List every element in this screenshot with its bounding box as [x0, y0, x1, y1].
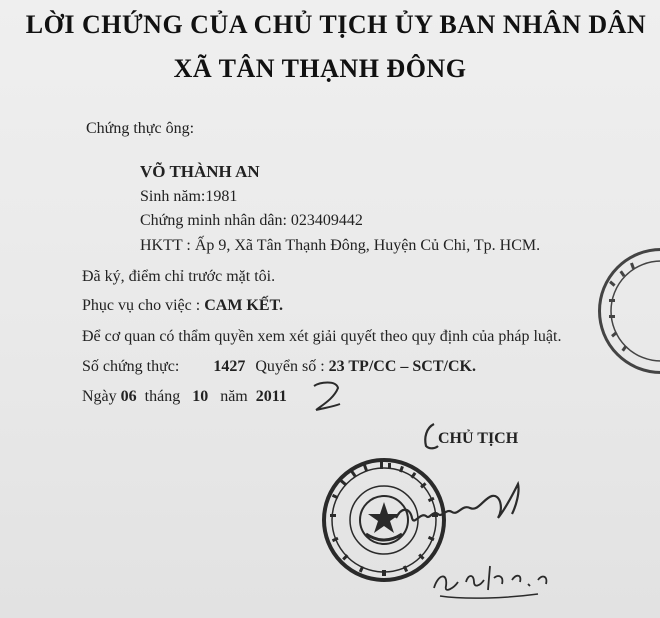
certify-label: Chứng thực ông: [86, 120, 195, 137]
birth-line [140, 188, 237, 206]
purpose-line [82, 297, 283, 315]
year-label: năm [220, 388, 248, 405]
date-initial-signature [306, 380, 346, 416]
signer-title: CHỦ TỊCH [438, 430, 519, 447]
residence-line [140, 237, 540, 255]
purpose-label: Phục vụ cho việc : [82, 297, 201, 314]
signed-before-text: Đã ký, điểm chỉ trước mặt tôi. [82, 268, 276, 285]
day-label: Ngày [82, 388, 117, 405]
book-label: Quyển số : [255, 358, 325, 375]
document-title-line1: LỜI CHỨNG CỦA CHỦ TỊCH ỦY BAN NHÂN DÂN [25, 10, 647, 39]
chairman-signature [392, 478, 532, 538]
signer-mark [420, 420, 440, 452]
partial-seal-stamp [598, 248, 660, 374]
cert-number: 1427 [213, 358, 246, 375]
date-line [82, 388, 287, 406]
day-value: 06 [120, 388, 137, 405]
birth-year: 1981 [205, 188, 238, 205]
cert-number-line [82, 358, 476, 376]
residence-value: Ấp 9, Xã Tân Thạnh Đông, Huyện Củ Chi, Tp. HCM. [194, 237, 541, 254]
year-value: 2011 [255, 388, 287, 405]
cert-number-label: Số chứng thực: [82, 358, 180, 375]
id-line [140, 212, 363, 230]
month-label: tháng [144, 388, 181, 405]
book-number: 23 TP/CC – SCT/CK. [328, 358, 476, 375]
residence-label: HKTT : [140, 237, 191, 254]
authority-note: Để cơ quan có thẩm quyền xem xét giải quyết theo quy định của pháp luật. [82, 328, 562, 345]
birth-label: Sinh năm: [140, 188, 206, 205]
purpose-value: CAM KẾT. [204, 297, 284, 314]
id-number: 023409442 [290, 212, 363, 229]
month-value: 10 [192, 388, 209, 405]
signer-name-handwriting [428, 552, 558, 602]
document-title-line2: XÃ TÂN THẠNH ĐÔNG [173, 54, 467, 83]
person-name: VÕ THÀNH AN [140, 162, 260, 181]
id-label: Chứng minh nhân dân: [140, 212, 287, 229]
